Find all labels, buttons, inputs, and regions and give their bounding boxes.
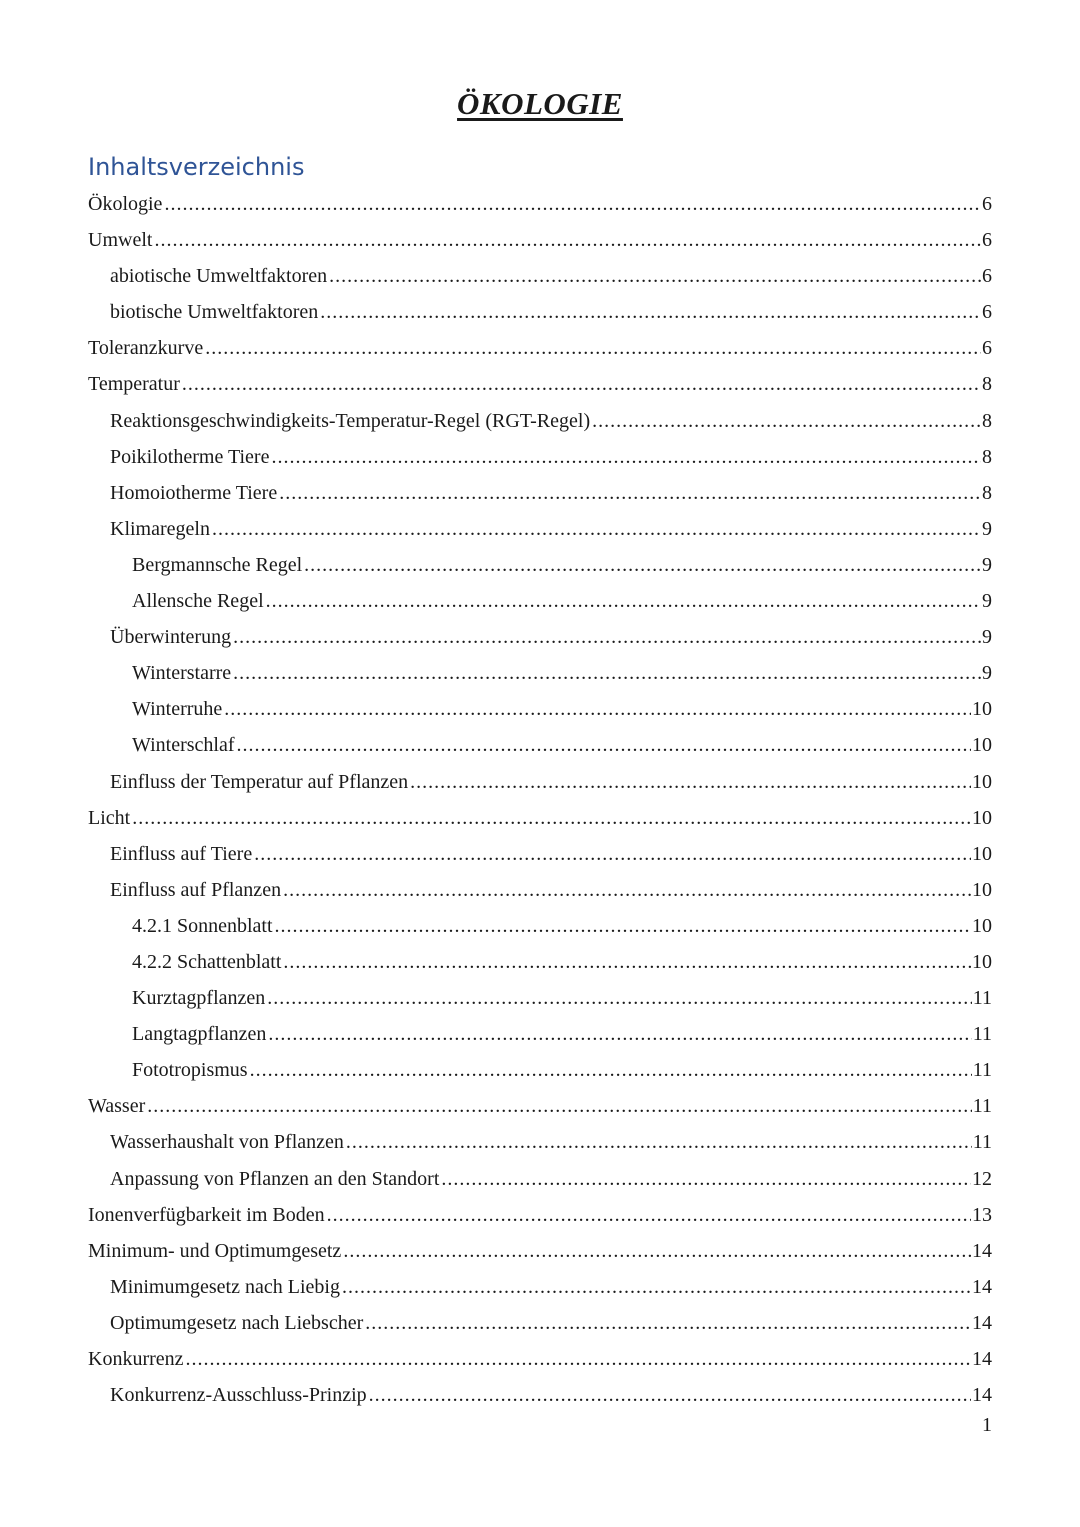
toc-entry[interactable]: [88, 655, 992, 691]
toc-entry-page: 8: [982, 373, 992, 396]
toc-dot-leader: [343, 1233, 971, 1269]
toc-entry[interactable]: [88, 691, 992, 727]
toc-entry-page: 10: [972, 770, 992, 793]
toc-entry-label: Minimum- und Optimumgesetz: [88, 1239, 342, 1262]
toc-entry-label: Wasserhaushalt von Pflanzen: [110, 1131, 344, 1154]
toc-dot-leader: [342, 1269, 971, 1305]
toc-entry[interactable]: [88, 511, 992, 547]
toc-dot-leader: [254, 836, 971, 872]
toc-dot-leader: [267, 980, 971, 1016]
toc-entry-page: 6: [982, 265, 992, 288]
toc-entry-page: 14: [972, 1239, 992, 1262]
toc-entry-label: Klimaregeln: [110, 517, 210, 540]
toc-entry-label: Toleranzkurve: [88, 337, 204, 360]
toc-entry-page: 6: [982, 301, 992, 324]
toc-entry-page: 8: [982, 481, 992, 504]
toc-entry-page: 9: [982, 553, 992, 576]
toc-entry[interactable]: [88, 1052, 992, 1088]
toc-entry[interactable]: [88, 1161, 992, 1197]
toc-dot-leader: [186, 1341, 971, 1377]
toc-dot-leader: [224, 691, 971, 727]
toc-entry-page: 8: [982, 409, 992, 432]
toc-entry-label: Überwinterung: [110, 626, 232, 649]
toc-entry-label: Konkurrenz-Ausschluss-Prinzip: [110, 1384, 367, 1407]
toc-entry-page: 6: [982, 193, 992, 215]
toc-entry[interactable]: [88, 547, 992, 583]
table-of-contents: [88, 186, 992, 1413]
toc-entry-page: 11: [972, 1059, 992, 1082]
toc-entry-page: 9: [982, 517, 992, 540]
toc-entry-label: Fototropismus: [132, 1059, 248, 1082]
toc-dot-leader: [365, 1305, 971, 1341]
toc-dot-leader: [283, 944, 971, 980]
toc-dot-leader: [205, 330, 981, 366]
toc-entry[interactable]: [88, 330, 992, 366]
toc-dot-leader: [212, 511, 981, 547]
toc-entry-label: 4.2.2 Schattenblatt: [132, 950, 282, 973]
toc-entry[interactable]: [88, 1269, 992, 1305]
toc-entry-page: 10: [972, 806, 992, 829]
toc-entry[interactable]: [88, 980, 992, 1016]
toc-entry-label: Langtagpflanzen: [132, 1023, 267, 1046]
toc-entry-page: 9: [982, 590, 992, 613]
toc-entry-page: 6: [982, 229, 992, 252]
toc-entry[interactable]: [88, 1016, 992, 1052]
toc-entry[interactable]: [88, 1088, 992, 1124]
toc-entry-page: 8: [982, 445, 992, 468]
page-number: 1: [982, 1414, 992, 1436]
toc-entry[interactable]: [88, 1197, 992, 1233]
toc-entry-page: 10: [972, 698, 992, 721]
toc-dot-leader: [268, 1016, 971, 1052]
toc-dot-leader: [304, 547, 981, 583]
toc-entry-page: 14: [972, 1311, 992, 1334]
toc-entry-label: Optimumgesetz nach Liebscher: [110, 1311, 364, 1334]
toc-dot-leader: [132, 800, 971, 836]
toc-dot-leader: [279, 475, 981, 511]
toc-dot-leader: [441, 1161, 971, 1197]
toc-entry-label: abiotische Umweltfaktoren: [110, 265, 328, 288]
toc-entry[interactable]: [88, 800, 992, 836]
toc-entry-label: 4.2.1 Sonnenblatt: [132, 914, 273, 937]
toc-entry-label: Ionenverfügbarkeit im Boden: [88, 1203, 325, 1226]
toc-dot-leader: [271, 439, 981, 475]
toc-entry[interactable]: [88, 366, 992, 402]
toc-dot-leader: [233, 619, 981, 655]
toc-entry[interactable]: [88, 1305, 992, 1341]
toc-entry-page: 6: [982, 337, 992, 360]
toc-entry[interactable]: [88, 764, 992, 800]
toc-entry-page: 10: [972, 914, 992, 937]
toc-entry[interactable]: [88, 475, 992, 511]
toc-entry-page: 10: [972, 842, 992, 865]
toc-dot-leader: [266, 583, 981, 619]
toc-dot-leader: [320, 294, 981, 330]
toc-entry-label: Anpassung von Pflanzen an den Standort: [110, 1167, 440, 1190]
toc-heading: Inhaltsverzeichnis: [88, 153, 305, 181]
toc-dot-leader: [369, 1377, 971, 1413]
toc-entry-label: Minimumgesetz nach Liebig: [110, 1275, 340, 1298]
toc-entry-label: Licht: [88, 806, 131, 829]
toc-entry[interactable]: [88, 1341, 992, 1377]
toc-entry-label: Poikilotherme Tiere: [110, 445, 270, 468]
toc-entry[interactable]: [88, 186, 992, 222]
toc-entry-label: Kurztagpflanzen: [132, 987, 266, 1010]
toc-dot-leader: [275, 908, 971, 944]
toc-entry-page: 9: [982, 662, 992, 685]
toc-entry[interactable]: [88, 908, 992, 944]
toc-dot-leader: [329, 258, 981, 294]
toc-dot-leader: [147, 1088, 971, 1124]
toc-entry-label: Winterschlaf: [132, 734, 235, 757]
toc-dot-leader: [327, 1197, 971, 1233]
toc-entry-label: Bergmannsche Regel: [132, 553, 303, 576]
toc-entry[interactable]: [88, 727, 992, 763]
toc-dot-leader: [410, 764, 971, 800]
toc-entry-label: Einfluss der Temperatur auf Pflanzen: [110, 770, 409, 793]
toc-entry[interactable]: [88, 258, 992, 294]
toc-entry-page: 13: [972, 1203, 992, 1226]
toc-dot-leader: [182, 366, 981, 402]
toc-entry[interactable]: [88, 619, 992, 655]
toc-dot-leader: [592, 403, 981, 439]
toc-entry-page: 10: [972, 734, 992, 757]
toc-entry-page: 11: [972, 1095, 992, 1118]
toc-entry-label: Reaktionsgeschwindigkeits-Temperatur-Regel (RGT-Regel): [110, 409, 591, 432]
toc-entry-page: 11: [972, 987, 992, 1010]
toc-entry-label: Winterstarre: [132, 662, 232, 685]
toc-entry[interactable]: [88, 1124, 992, 1160]
toc-dot-leader: [236, 727, 971, 763]
toc-entry-page: 14: [972, 1348, 992, 1370]
toc-entry-page: 14: [972, 1275, 992, 1298]
toc-entry-label: Einfluss auf Pflanzen: [110, 878, 282, 901]
toc-entry[interactable]: [88, 403, 992, 439]
toc-dot-leader: [283, 872, 971, 908]
toc-entry-page: 10: [972, 878, 992, 901]
toc-dot-leader: [164, 186, 981, 222]
toc-entry[interactable]: [88, 439, 992, 475]
toc-entry-page: 14: [972, 1384, 992, 1407]
toc-entry[interactable]: [88, 222, 992, 258]
toc-entry-page: 12: [972, 1167, 992, 1190]
toc-entry-label: Ökologie: [88, 193, 163, 215]
toc-entry-label: Umwelt: [88, 229, 153, 252]
toc-entry[interactable]: [88, 872, 992, 908]
toc-entry-page: 11: [972, 1023, 992, 1046]
toc-entry-label: Homoiotherme Tiere: [110, 481, 278, 504]
toc-dot-leader: [154, 222, 981, 258]
toc-dot-leader: [346, 1124, 972, 1160]
toc-entry-label: biotische Umweltfaktoren: [110, 301, 319, 324]
toc-entry-label: Einfluss auf Tiere: [110, 842, 253, 865]
toc-entry[interactable]: [88, 1377, 992, 1413]
toc-dot-leader: [250, 1052, 972, 1088]
toc-entry[interactable]: [88, 583, 992, 619]
toc-entry-label: Allensche Regel: [132, 590, 264, 613]
toc-entry[interactable]: [88, 944, 992, 980]
toc-entry-page: 10: [972, 950, 992, 973]
toc-dot-leader: [233, 655, 981, 691]
toc-entry-page: 9: [982, 626, 992, 649]
toc-entry-page: 11: [972, 1131, 992, 1154]
toc-entry-label: Konkurrenz: [88, 1348, 184, 1370]
toc-entry-label: Winterruhe: [132, 698, 223, 721]
toc-entry[interactable]: [88, 294, 992, 330]
toc-entry[interactable]: [88, 1233, 992, 1269]
document-title: ÖKOLOGIE: [457, 86, 623, 121]
toc-entry[interactable]: [88, 836, 992, 872]
toc-entry-label: Temperatur: [88, 373, 180, 396]
toc-entry-label: Wasser: [88, 1095, 146, 1118]
